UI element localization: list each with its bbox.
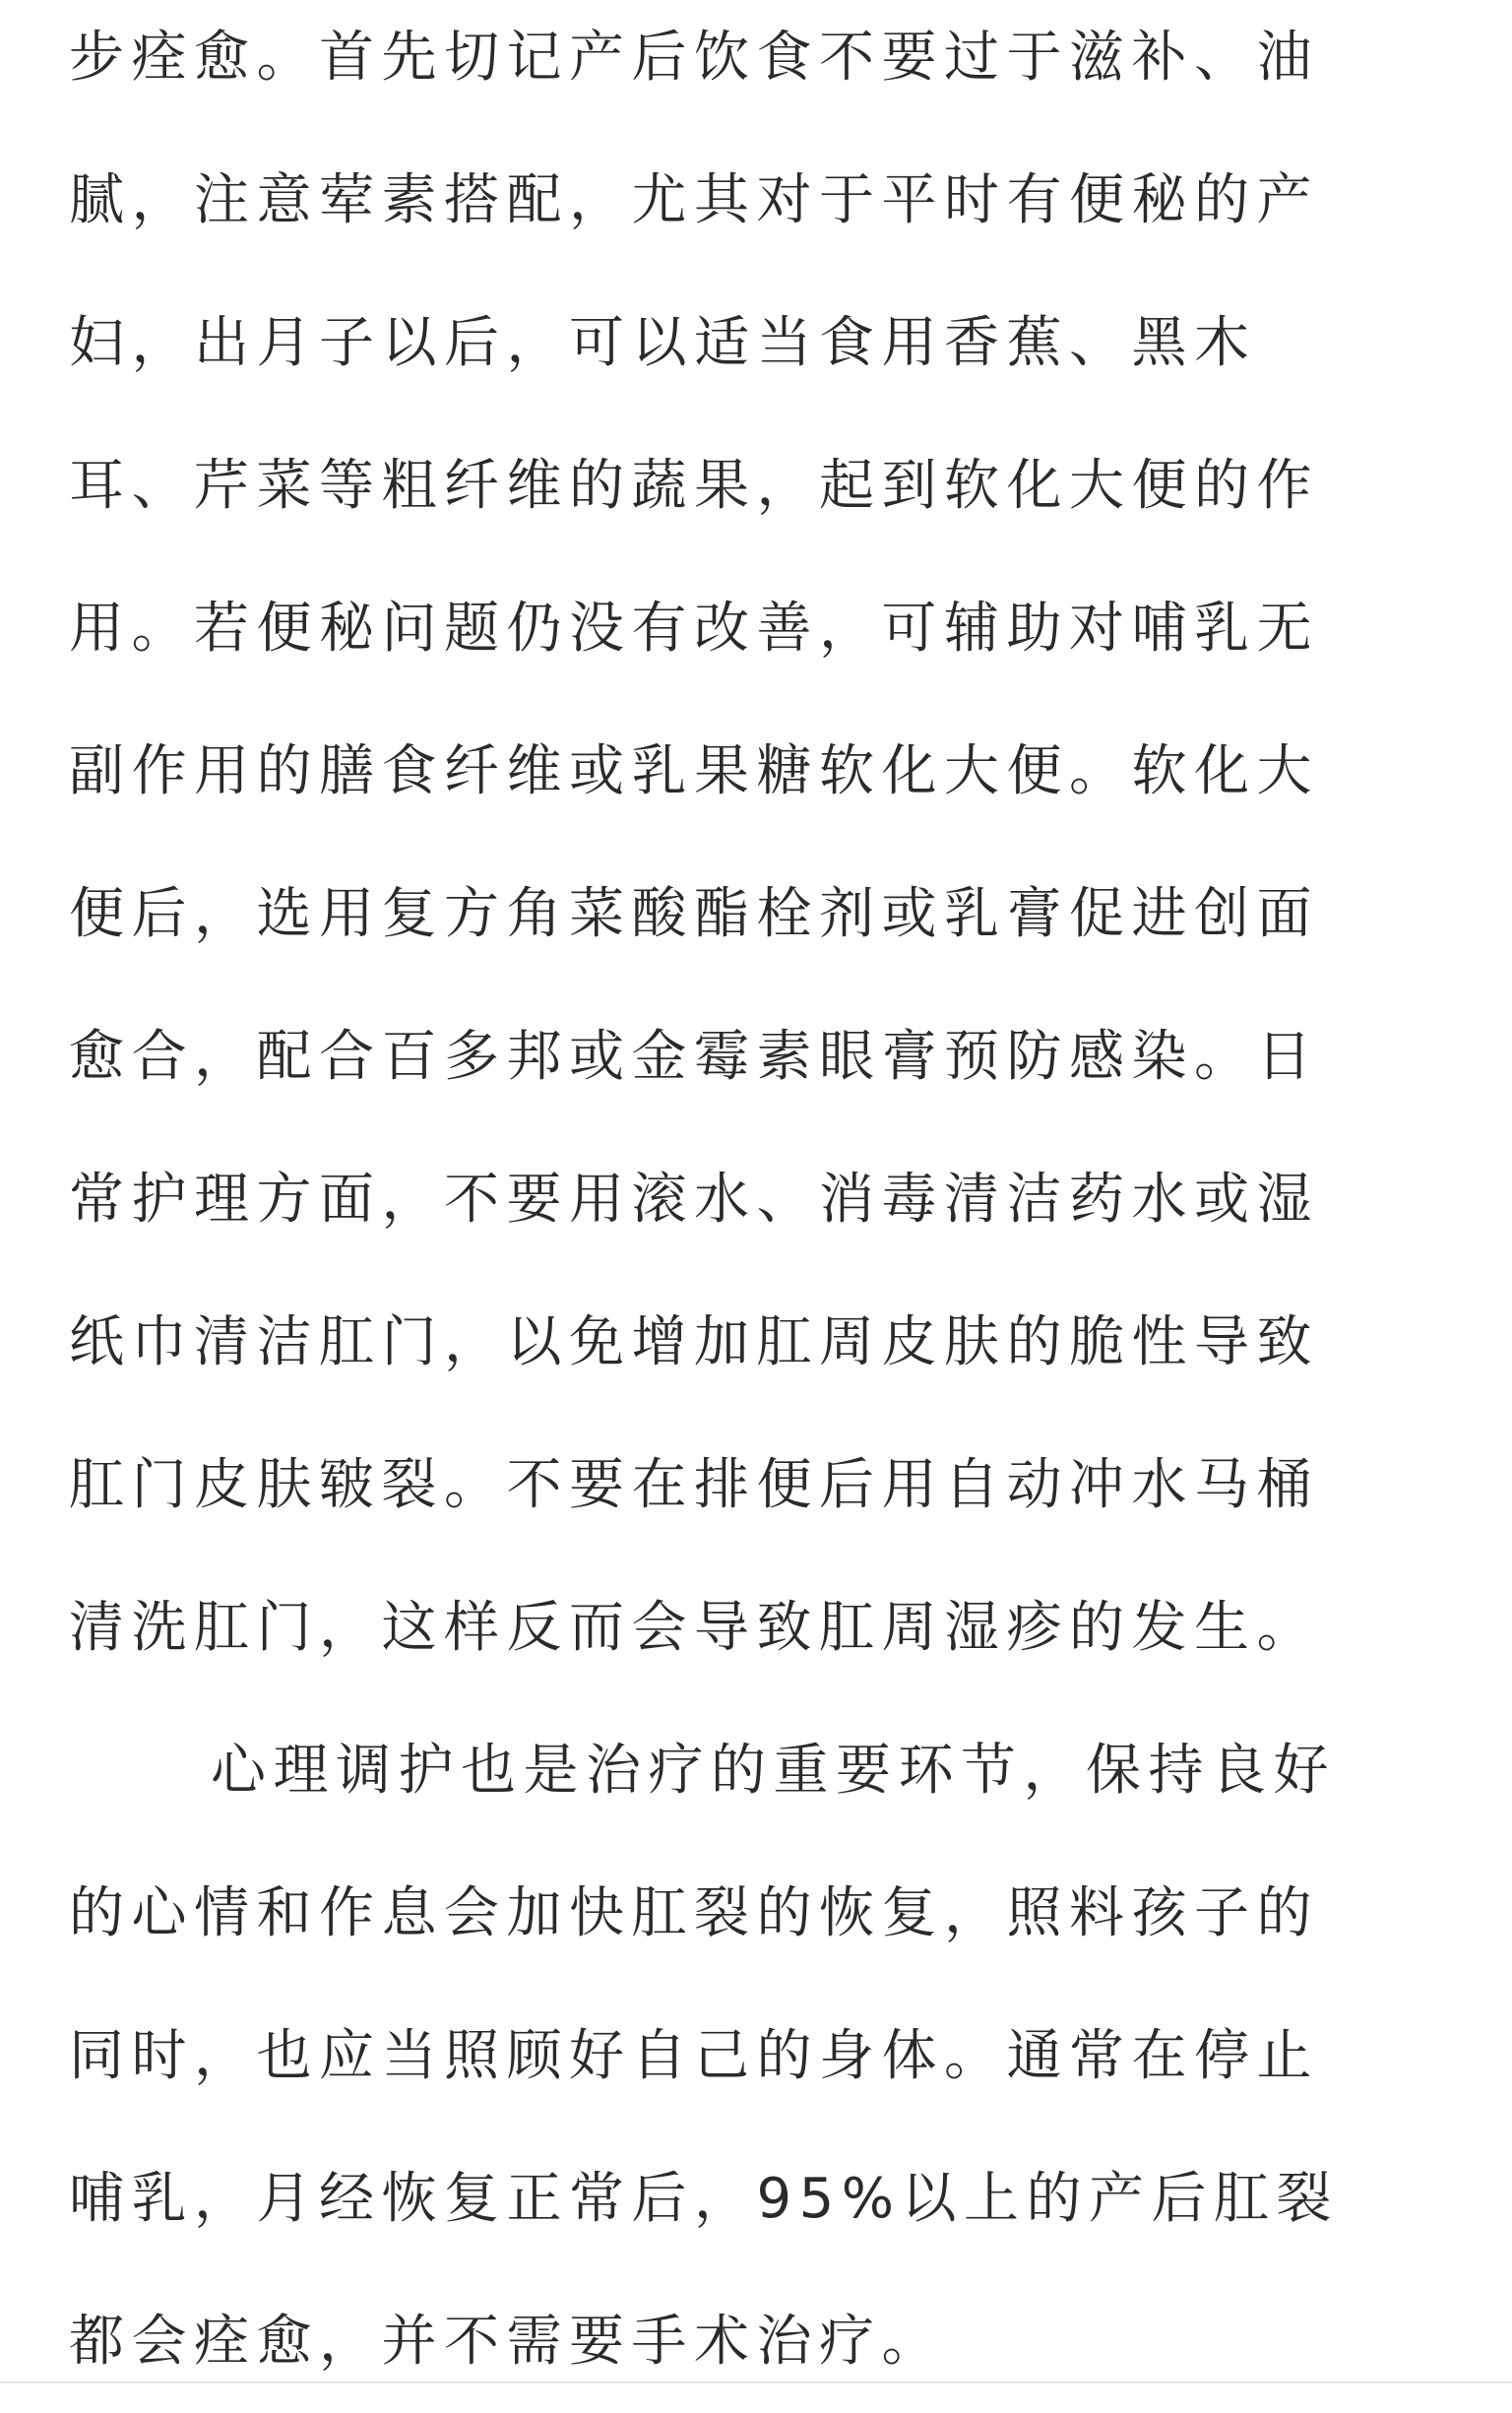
text-line: 常护理方面，不要用滚水、消毒清洁药水或湿 [69, 1168, 1319, 1232]
text-line: 愈合，配合百多邦或金霉素眼膏预防感染。日 [69, 1025, 1319, 1089]
text-line: 肛门皮肤皲裂。不要在排便后用自动冲水马桶 [69, 1453, 1319, 1517]
paragraph-postpartum-care [69, 0, 1427, 1699]
text-line: 心理调护也是治疗的重要环节，保持良好 [211, 1739, 1336, 1803]
text-line: 纸巾清洁肛门，以免增加肛周皮肤的脆性导致 [69, 1310, 1319, 1374]
text-line: 步痊愈。首先切记产后饮食不要过于滋补、油 [69, 26, 1319, 90]
text-line: 耳、芹菜等粗纤维的蔬果，起到软化大便的作 [69, 454, 1319, 518]
text-line: 哺乳，月经恢复正常后，95%以上的产后肛裂 [69, 2167, 1339, 2231]
paragraph-psychological-care [69, 1699, 1427, 2413]
text-line: 的心情和作息会加快肛裂的恢复，照料孩子的 [69, 1881, 1319, 1945]
text-line: 妇，出月子以后，可以适当食用香蕉、黑木 [69, 311, 1257, 375]
text-line: 同时，也应当照顾好自己的身体。通常在停止 [69, 2024, 1319, 2088]
text-line: 清洗肛门，这样反而会导致肛周湿疹的发生。 [69, 1596, 1319, 1660]
text-line: 便后，选用复方角菜酸酯栓剂或乳膏促进创面 [69, 882, 1319, 946]
text-line: 用。若便秘问题仍没有改善，可辅助对哺乳无 [69, 597, 1319, 661]
text-line: 腻，注意荤素搭配，尤其对于平时有便秘的产 [69, 168, 1319, 232]
bottom-divider [0, 2381, 1512, 2383]
text-line: 副作用的膳食纤维或乳果糖软化大便。软化大 [69, 739, 1319, 803]
text-line: 都会痊愈，并不需要手术治疗。 [69, 2310, 944, 2374]
